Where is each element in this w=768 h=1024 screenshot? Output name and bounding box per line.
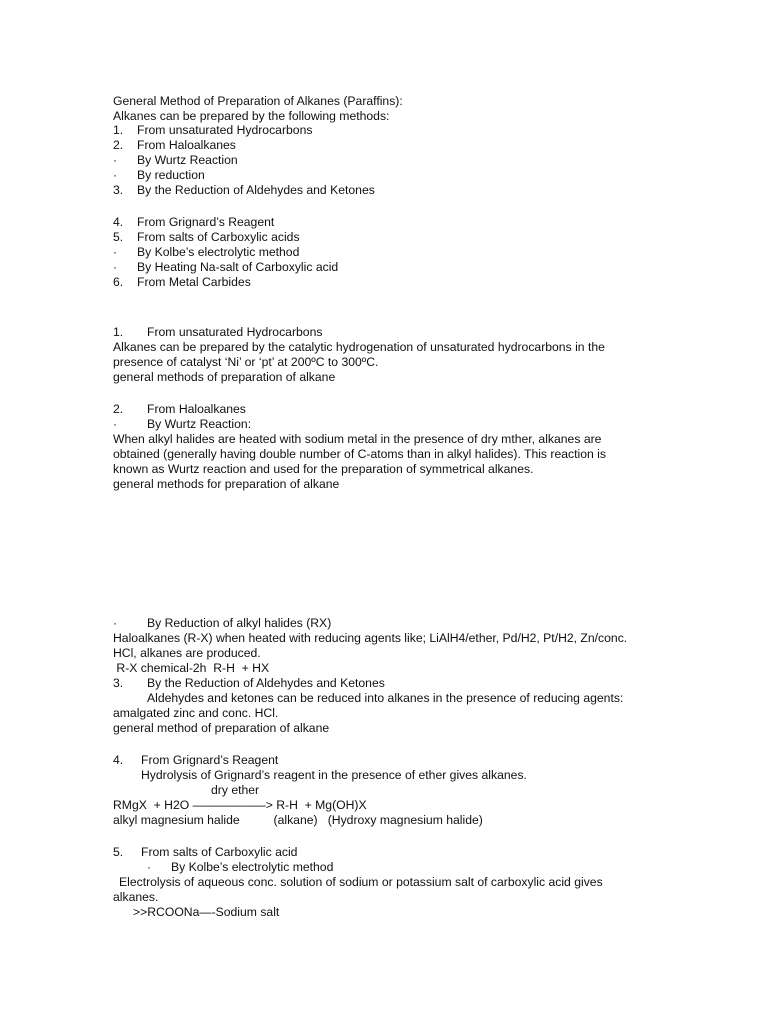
paragraph-line: When alkyl halides are heated with sodium metal in the presence of dry mther, alkanes are bbox=[113, 432, 602, 446]
bullet-marker: · bbox=[113, 417, 118, 431]
list-marker: · bbox=[113, 153, 118, 167]
paragraph-line: Aldehydes and ketones can be reduced into alkanes in the presence of reducing agents: bbox=[147, 691, 624, 705]
list-marker: 4. bbox=[113, 215, 124, 229]
figure-caption: general method of preparation of alkane bbox=[113, 721, 330, 735]
bullet-marker: · bbox=[147, 860, 152, 874]
list-text: From Haloalkanes bbox=[137, 138, 236, 152]
list-item bbox=[113, 215, 274, 230]
list-item bbox=[113, 168, 205, 183]
sub-heading bbox=[147, 860, 333, 875]
paragraph-line: Haloalkanes (R-X) when heated with reducing agents like; LiAlH4/ether, Pd/H2, Pt/H2, Zn/conc. bbox=[113, 631, 628, 645]
list-item bbox=[113, 138, 236, 153]
list-text: By reduction bbox=[137, 168, 205, 182]
sub-heading bbox=[113, 616, 331, 631]
paragraph-line: known as Wurtz reaction and used for the preparation of symmetrical alkanes. bbox=[113, 462, 534, 476]
list-text: From Grignard’s Reagent bbox=[137, 215, 275, 229]
list-marker: · bbox=[113, 245, 118, 259]
section-marker: 5. bbox=[113, 845, 124, 859]
sub-heading-text: By Reduction of alkyl halides (RX) bbox=[147, 616, 332, 630]
paragraph-line: Alkanes can be prepared by the catalytic hydrogenation of unsaturated hydrocarbons in the bbox=[113, 340, 605, 354]
list-marker: 6. bbox=[113, 275, 124, 289]
list-item bbox=[113, 183, 375, 198]
list-text: By the Reduction of Aldehydes and Ketones bbox=[137, 183, 375, 197]
section-heading bbox=[113, 845, 297, 860]
list-text: From Metal Carbides bbox=[137, 275, 251, 289]
doc-subtitle: Alkanes can be prepared by the following methods: bbox=[113, 109, 390, 123]
list-marker: · bbox=[113, 260, 118, 274]
section-heading bbox=[113, 676, 385, 691]
list-marker: 3. bbox=[113, 183, 124, 197]
list-item bbox=[113, 123, 312, 138]
list-text: By Heating Na-salt of Carboxylic acid bbox=[137, 260, 339, 274]
sub-heading-text: By Wurtz Reaction: bbox=[147, 417, 252, 431]
doc-title: General Method of Preparation of Alkanes (Paraffins): bbox=[113, 94, 403, 108]
section-heading-text: From salts of Carboxylic acid bbox=[141, 845, 298, 859]
reaction-condition: dry ether bbox=[211, 783, 260, 797]
section-marker: 3. bbox=[113, 676, 124, 690]
paragraph-line: alkanes. bbox=[113, 890, 159, 904]
list-text: From unsaturated Hydrocarbons bbox=[137, 123, 313, 137]
section-heading bbox=[113, 753, 278, 768]
section-heading bbox=[113, 325, 322, 340]
section-marker: 1. bbox=[113, 325, 124, 339]
list-marker: 2. bbox=[113, 138, 124, 152]
list-marker: 5. bbox=[113, 230, 124, 244]
list-item bbox=[113, 230, 300, 245]
section-heading-text: From unsaturated Hydrocarbons bbox=[147, 325, 323, 339]
equation-line: RMgX + H2O ——————> R-H + Mg(OH)X bbox=[113, 798, 367, 812]
sub-heading-text: By Kolbe’s electrolytic method bbox=[171, 860, 334, 874]
equation-line: R-X chemical-2h R-H + HX bbox=[113, 661, 270, 675]
figure-caption: general methods for preparation of alkane bbox=[113, 477, 340, 491]
section-marker: 2. bbox=[113, 402, 124, 416]
list-item bbox=[113, 260, 338, 275]
figure-caption: general methods of preparation of alkane bbox=[113, 370, 336, 384]
list-marker: · bbox=[113, 168, 118, 182]
section-marker: 4. bbox=[113, 753, 124, 767]
paragraph-line: HCl, alkanes are produced. bbox=[113, 646, 261, 660]
section-heading bbox=[113, 402, 246, 417]
list-item bbox=[113, 245, 299, 260]
section-heading-text: By the Reduction of Aldehydes and Ketones bbox=[147, 676, 385, 690]
list-text: From salts of Carboxylic acids bbox=[137, 230, 300, 244]
paragraph-line: Hydrolysis of Grignard’s reagent in the presence of ether gives alkanes. bbox=[141, 768, 527, 782]
paragraph-line: obtained (generally having double number of C-atoms than in alkyl halides). This reaction is bbox=[113, 447, 606, 461]
paragraph-line: presence of catalyst ‘Ni’ or ‘pt’ at 200ºC to 300ºC. bbox=[113, 355, 379, 369]
section-heading-text: From Grignard’s Reagent bbox=[141, 753, 279, 767]
list-text: By Wurtz Reaction bbox=[137, 153, 238, 167]
list-marker: 1. bbox=[113, 123, 124, 137]
list-item bbox=[113, 153, 238, 168]
list-text: By Kolbe’s electrolytic method bbox=[137, 245, 300, 259]
bullet-marker: · bbox=[113, 616, 118, 630]
salt-line: >>RCOONa—-Sodium salt bbox=[133, 905, 280, 919]
equation-labels: alkyl magnesium halide (alkane) (Hydroxy magnesium halide) bbox=[113, 813, 483, 827]
paragraph-line: Electrolysis of aqueous conc. solution of sodium or potassium salt of carboxylic acid gives bbox=[119, 875, 603, 889]
list-item bbox=[113, 275, 251, 290]
section-heading-text: From Haloalkanes bbox=[147, 402, 246, 416]
sub-heading bbox=[113, 417, 251, 432]
paragraph-line: amalgated zinc and conc. HCl. bbox=[113, 706, 279, 720]
